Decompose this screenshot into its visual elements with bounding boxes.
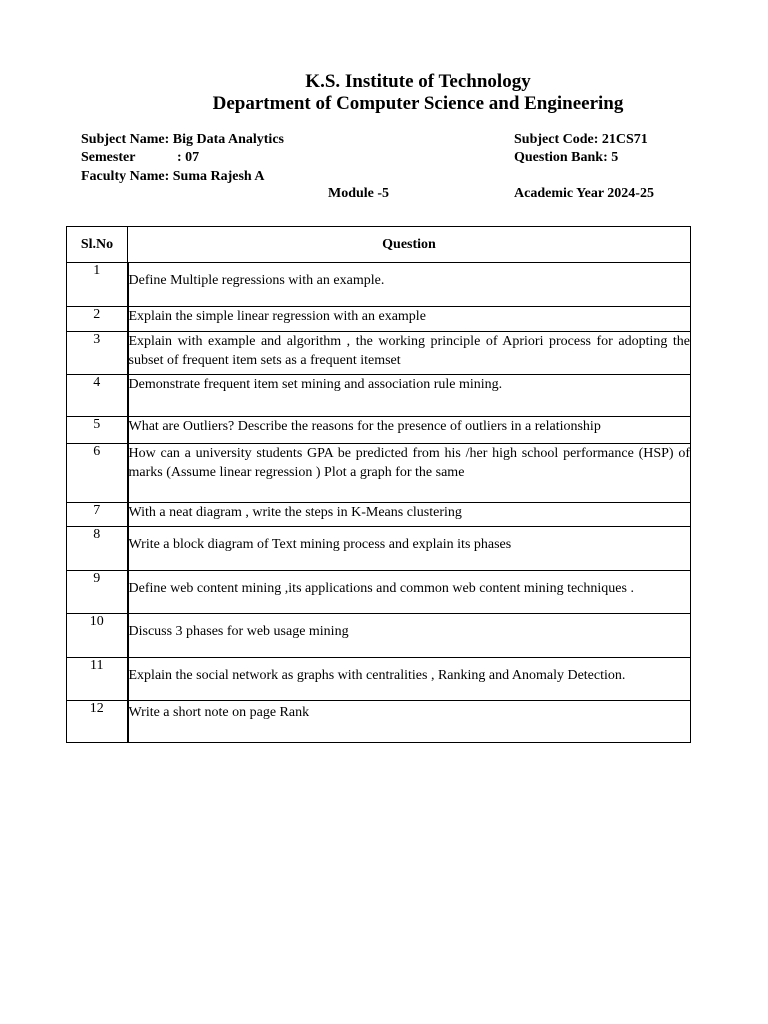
- table-row: [67, 614, 691, 658]
- table-row: [67, 527, 691, 571]
- faculty-name: Faculty Name: Suma Rajesh A: [81, 169, 265, 184]
- institute-title: K.S. Institute of Technology: [305, 71, 531, 92]
- semester-value: : 07: [177, 150, 200, 165]
- row-number: 1: [67, 263, 128, 307]
- row-number: 2: [67, 307, 128, 332]
- subject-name: Subject Name: Big Data Analytics: [81, 132, 284, 147]
- semester: [81, 150, 199, 166]
- department-title: Department of Computer Science and Engineering: [212, 93, 624, 114]
- module-label: Module -5: [328, 186, 390, 201]
- table-row: [67, 307, 691, 332]
- semester-label: Semester: [81, 150, 136, 165]
- table-header-row: [67, 227, 691, 263]
- row-question: Explain with example and algorithm , the working principle of Apriori process for adopting the subset of frequent item sets as a frequent itemset: [128, 332, 691, 375]
- row-question: Define Multiple regressions with an example.: [128, 263, 691, 307]
- subject-code: Subject Code: 21CS71: [514, 132, 648, 147]
- row-question: Write a block diagram of Text mining process and explain its phases: [128, 527, 691, 571]
- row-question: Discuss 3 phases for web usage mining: [128, 614, 691, 658]
- table-row: [67, 263, 691, 307]
- row-question: Demonstrate frequent item set mining and association rule mining.: [128, 375, 691, 417]
- row-question: With a neat diagram , write the steps in K-Means clustering: [128, 503, 691, 527]
- header-slno: Sl.No: [67, 227, 128, 263]
- row-question: Explain the social network as graphs with centralities , Ranking and Anomaly Detection.: [128, 658, 691, 701]
- row-number: 4: [67, 375, 128, 417]
- row-question: How can a university students GPA be predicted from his /her high school performance (HSP) of marks (Assume linear regression ) Plot a graph for the same: [128, 444, 691, 503]
- row-number: 7: [67, 503, 128, 527]
- row-number: 8: [67, 527, 128, 571]
- table-row: [67, 658, 691, 701]
- table-row: [67, 503, 691, 527]
- row-number: 3: [67, 332, 128, 375]
- table-row: [67, 332, 691, 375]
- row-number: 6: [67, 444, 128, 503]
- academic-year: Academic Year 2024-25: [514, 186, 654, 201]
- row-number: 11: [67, 658, 128, 701]
- row-number: 5: [67, 417, 128, 444]
- row-number: 9: [67, 571, 128, 614]
- table-row: [67, 417, 691, 444]
- question-bank-number: Question Bank: 5: [514, 150, 619, 165]
- table-row: [67, 701, 691, 743]
- row-number: 10: [67, 614, 128, 658]
- row-question: Explain the simple linear regression with an example: [128, 307, 691, 332]
- question-table: [66, 226, 691, 743]
- header-question: Question: [128, 227, 691, 263]
- table-row: [67, 444, 691, 503]
- row-number: 12: [67, 701, 128, 743]
- table-row: [67, 571, 691, 614]
- table-row: [67, 375, 691, 417]
- row-question: Write a short note on page Rank: [128, 701, 691, 743]
- row-question: What are Outliers? Describe the reasons for the presence of outliers in a relationship: [128, 417, 691, 444]
- row-question: Define web content mining ,its applications and common web content mining techniques .: [128, 571, 691, 614]
